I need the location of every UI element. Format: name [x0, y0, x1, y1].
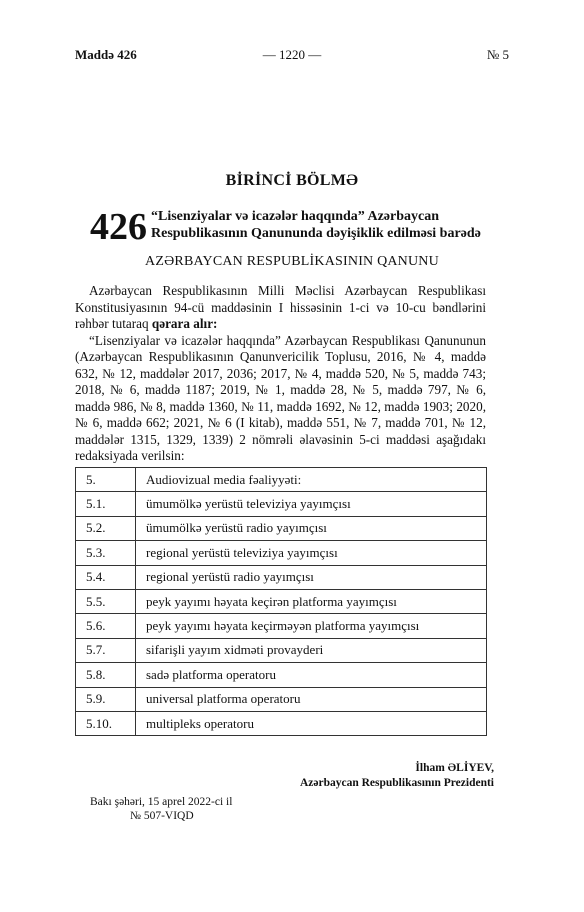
row-activity: sadə platforma operatoru [136, 663, 487, 687]
row-activity: regional yerüstü radio yayımçısı [136, 565, 487, 589]
place-date: Bakı şəhəri, 15 aprel 2022-ci il [90, 796, 233, 808]
table-row [76, 711, 487, 735]
page-number: — 1220 — [262, 47, 322, 62]
row-number: 5.10. [76, 711, 136, 735]
row-number: 5.1. [76, 492, 136, 516]
row-number: 5.5. [76, 589, 136, 613]
decision-phrase: qərara alır: [151, 316, 218, 331]
law-name: AZƏRBAYCAN RESPUBLİKASININ QANUNU [145, 254, 439, 269]
section-title: BİRİNCİ BÖLMƏ [225, 172, 359, 189]
signatory-position: Azərbaycan Respublikasının Prezidenti [299, 777, 494, 789]
row-activity: sifarişli yayım xidməti provayderi [136, 638, 487, 662]
activity-table [75, 467, 487, 736]
row-number: 5.9. [76, 687, 136, 711]
table-row [76, 589, 487, 613]
table-row [76, 492, 487, 516]
row-number: 5.3. [76, 541, 136, 565]
act-title: “Lisenziyalar və icazələr haqqında” Azərbaycan Respublikasının Qanununda dəyişiklik edilməsi barədə [151, 209, 481, 241]
body-text [75, 283, 486, 465]
row-activity: peyk yayımı həyata keçirməyən platforma yayımçısı [136, 614, 487, 638]
row-activity: ümumölkə yerüstü televiziya yayımçısı [136, 492, 487, 516]
table-row [76, 638, 487, 662]
place-date-block [90, 795, 232, 823]
row-activity: peyk yayımı həyata keçirən platforma yayımçısı [136, 589, 487, 613]
row-activity: universal platforma operatoru [136, 687, 487, 711]
row-activity: multipleks operatoru [136, 711, 487, 735]
row-number: 5. [76, 468, 136, 492]
page-header [75, 47, 509, 63]
table-row [76, 565, 487, 589]
table-row [76, 614, 487, 638]
issue-number: № 5 [486, 47, 509, 62]
row-number: 5.2. [76, 516, 136, 540]
preamble-paragraph [75, 283, 486, 333]
row-number: 5.8. [76, 663, 136, 687]
table-row [76, 687, 487, 711]
row-number: 5.7. [76, 638, 136, 662]
header-article-ref: Maddə 426 [75, 47, 137, 62]
table-row [76, 541, 487, 565]
row-number: 5.6. [76, 614, 136, 638]
signatory-name: İlham ƏLİYEV, [415, 762, 494, 774]
row-number: 5.4. [76, 565, 136, 589]
act-number: 426 [90, 206, 147, 248]
document-number: № 507-VIQD [130, 810, 194, 822]
row-activity: regional yerüstü televiziya yayımçısı [136, 541, 487, 565]
table-row [76, 468, 487, 492]
signature-block [300, 761, 494, 791]
table-row [76, 663, 487, 687]
amendment-paragraph: “Lisenziyalar və icazələr haqqında” Azərbaycan Respublikası Qanununun (Azərbaycan Respublikasının Qanunvericilik Toplusu, 2016, № 4, maddə 632, № 12, maddələr 2017, 2036; 2017, № 4, maddə 520, № 5, maddə 743; 2018, № 6, maddə 1187; 2019, № 1, maddə 28, № 5, maddə 797, № 6, maddə 986, № 8, maddə 1360, № 11, maddə 1692, № 12, maddə 1903; 2020, № 6, maddə 662; 2021, № 6 (I kitab), maddə 551, № 7, maddə 701, № 12, maddələr 1315, 1329, 1339) 2 nömrəli əlavəsinin 5-ci maddəsi aşağıdakı redaksiyada verilsin: [75, 332, 486, 463]
row-activity: Audiovizual media fəaliyyəti: [136, 468, 487, 492]
row-activity: ümumölkə yerüstü radio yayımçısı [136, 516, 487, 540]
preamble-text: Azərbaycan Respublikasının Milli Məclisi Azərbaycan Respublikası Konstitusiyasının 94-cü maddəsinin I hissəsinin 1-ci və 10-cu bəndlərini rəhbər tutaraq [75, 283, 486, 331]
table-row [76, 516, 487, 540]
